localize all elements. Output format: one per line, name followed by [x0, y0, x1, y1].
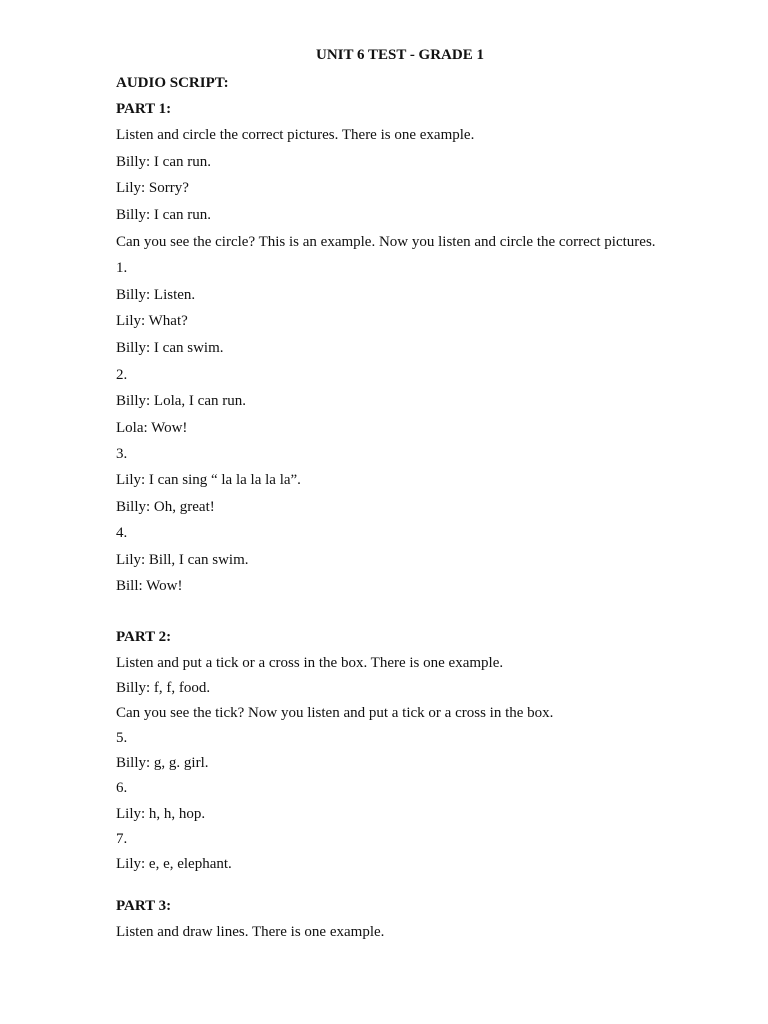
- part1-line: Lily: I can sing “ la la la la la”.: [116, 472, 301, 488]
- part2-line: Billy: f, f, food.: [116, 680, 211, 696]
- part1-line: Lily: Sorry?: [116, 180, 189, 196]
- part1-line: 4.: [116, 525, 128, 541]
- part1-line: Billy: I can swim.: [116, 340, 224, 356]
- part1-line: Billy: I can run.: [116, 154, 211, 170]
- part2-line: Lily: h, h, hop.: [116, 806, 206, 822]
- part1-line: Bill: Wow!: [116, 578, 183, 594]
- part2-line: Billy: g, g. girl.: [116, 755, 209, 771]
- part1-line: 3.: [116, 446, 128, 462]
- part3-line: Listen and draw lines. There is one example.: [116, 924, 385, 940]
- audio-script-heading: AUDIO SCRIPT:: [116, 75, 229, 91]
- part2-line: Lily: e, e, elephant.: [116, 856, 232, 872]
- part2-line: Can you see the tick? Now you listen and put a tick or a cross in the box.: [116, 705, 554, 721]
- part2-line: 7.: [116, 831, 128, 847]
- part2-line: 5.: [116, 730, 128, 746]
- part1-line: Billy: I can run.: [116, 207, 211, 223]
- part1-line: Billy: Lola, I can run.: [116, 393, 246, 409]
- part1-line: 1.: [116, 260, 128, 276]
- part2-line: Listen and put a tick or a cross in the box. There is one example.: [116, 655, 504, 671]
- part1-line: Lily: What?: [116, 313, 188, 329]
- part1-line: 2.: [116, 367, 128, 383]
- part1-line: Lola: Wow!: [116, 420, 188, 436]
- part1-line: Listen and circle the correct pictures. There is one example.: [116, 127, 475, 143]
- page-title: UNIT 6 TEST - GRADE 1: [316, 47, 484, 63]
- part1-line: Can you see the circle? This is an example. Now you listen and circle the correct pictures.: [116, 234, 656, 250]
- part2-line: 6.: [116, 780, 128, 796]
- part3-heading: PART 3:: [116, 898, 172, 914]
- part1-line: Billy: Oh, great!: [116, 499, 215, 515]
- part2-heading: PART 2:: [116, 629, 172, 645]
- part1-line: Billy: Listen.: [116, 287, 196, 303]
- part1-line: Lily: Bill, I can swim.: [116, 552, 249, 568]
- part1-heading: PART 1:: [116, 101, 172, 117]
